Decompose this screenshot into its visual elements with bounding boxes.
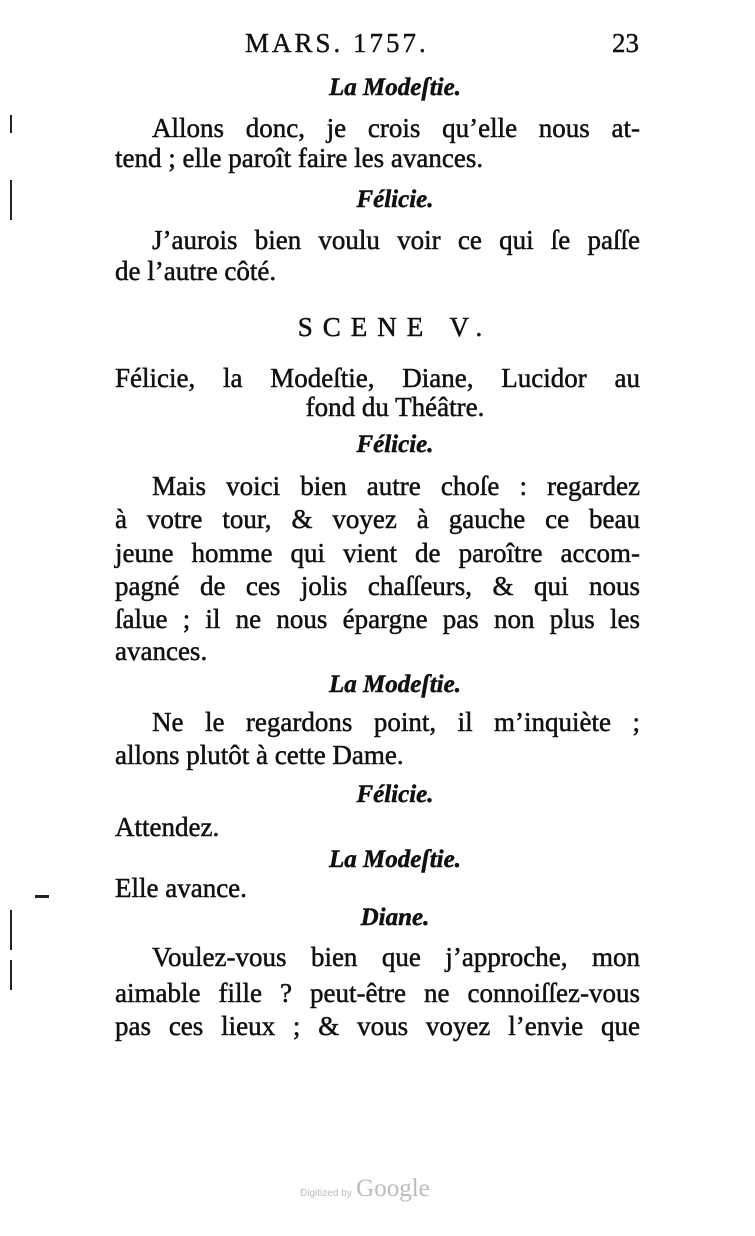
scan-mark	[35, 895, 49, 898]
google-logo: Google	[356, 1175, 430, 1202]
text-line: à votre tour, & voyez à gauche ce beau	[115, 504, 640, 534]
text-line: Voulez-vous bien que j’approche, mon	[152, 942, 640, 972]
speaker-name: La Modeſtie.	[329, 74, 461, 101]
speaker-name: Félicie.	[356, 186, 434, 213]
running-title: MARS. 1757.	[245, 28, 429, 58]
speaker-name: Félicie.	[356, 431, 434, 458]
speaker-name: Félicie.	[356, 781, 434, 808]
text-line: pas ces lieux ; & vous voyez l’envie que	[115, 1011, 640, 1041]
scan-mark	[10, 910, 12, 950]
scene-heading: SCENE V.	[297, 312, 493, 342]
text-line: Ne le regardons point, il m’inquiète ;	[152, 707, 640, 737]
scan-mark	[10, 960, 12, 990]
text-line: Mais voici bien autre choſe : regardez	[152, 471, 640, 501]
text-line: ſalue ; il ne nous épargne pas non plus les	[115, 604, 640, 634]
text-line: pagné de ces jolis chaſſeurs, & qui nous	[115, 571, 640, 601]
digitized-label: Digitized by	[300, 1188, 352, 1199]
text-line: de l’autre côté.	[115, 256, 277, 286]
speaker-name: La Modeſtie.	[329, 846, 461, 873]
speaker-name: Diane.	[360, 904, 430, 931]
digitized-by-google-watermark	[300, 1175, 470, 1203]
scan-mark	[10, 180, 12, 220]
page-number: 23	[612, 28, 639, 58]
text-line: fond du Théâtre.	[305, 392, 485, 422]
text-line: Attendez.	[115, 812, 220, 842]
text-line: Félicie, la Modeſtie, Diane, Lucidor au	[115, 363, 640, 393]
text-line: avances.	[115, 636, 208, 666]
text-line: Elle avance.	[115, 873, 247, 903]
text-line: jeune homme qui vient de paroître accom-	[115, 538, 640, 568]
text-line: allons plutôt à cette Dame.	[115, 740, 404, 770]
text-line: Allons donc, je crois qu’elle nous at-	[152, 113, 640, 143]
text-line: tend ; elle paroît faire les avances.	[115, 143, 484, 173]
speaker-name: La Modeſtie.	[329, 671, 461, 698]
scan-mark	[10, 115, 12, 133]
text-line: aimable fille ? peut-être ne connoiſſez-vous	[115, 978, 640, 1008]
text-line: J’aurois bien voulu voir ce qui ſe paſſe	[152, 225, 640, 255]
